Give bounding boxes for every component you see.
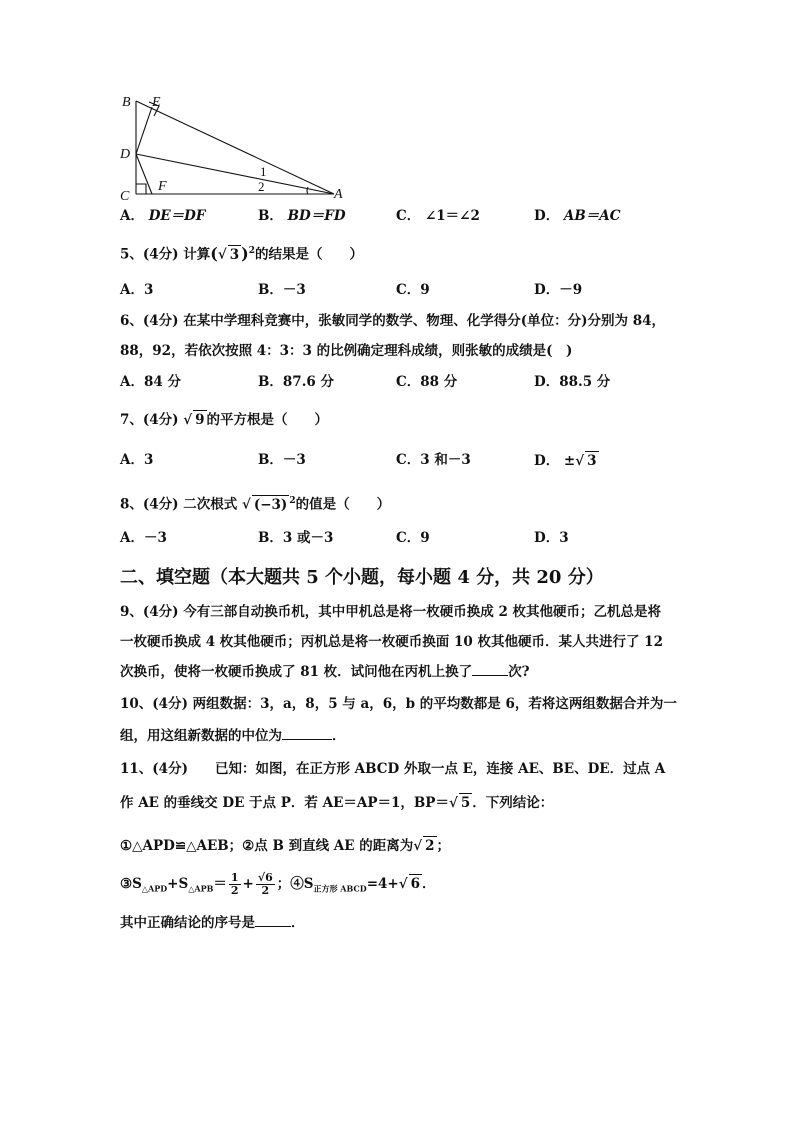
triangle-figure (112, 92, 352, 204)
q7-option-a: A．3 (120, 452, 154, 468)
q4-option-c: C． ∠1＝∠2 (396, 208, 480, 224)
q6-option-d: D．88.5 分 (534, 374, 611, 390)
question-11-last-line: 其中正确结论的序号是 ． (120, 915, 305, 931)
q11-answer-blank (255, 926, 291, 927)
q5-option-c: C．9 (396, 282, 430, 298)
q5-option-b: B．－3 (258, 282, 306, 298)
question-7: 7、(4分) √ 9 的平方根是（ ） (120, 412, 329, 428)
q7-option-d: D． ±√ 3 (534, 453, 597, 469)
question-9-line-1: 9、(4分) 今有三部自动换币机，其中甲机总是将一枚硬币换成 2 枚其他硬币；乙机总是将 (120, 604, 662, 620)
q5-option-a: A．3 (120, 282, 154, 298)
question-5: 5、(4分) 计算(√ 3 )$^2$的结果是（ ） (120, 243, 363, 263)
question-6-line-2: 88，92，若依次按照 4：3：3 的比例确定理科成绩，则张敏的成绩是( ) (120, 343, 573, 359)
label-E: E (152, 95, 161, 110)
label-A: A (334, 187, 343, 202)
label-F: F (158, 179, 167, 194)
label-C: C (120, 189, 130, 204)
question-9-line-2: 一枚硬币换成 4 枚其他硬币；丙机总是将一枚硬币换面 10 枚其他硬币．某人共进行了 12 (120, 634, 663, 650)
q4-option-d: D． AB＝AC (534, 208, 621, 224)
label-D: D (120, 147, 131, 162)
question-10-line-2: 组，用这组新数据的中位为 ． (120, 728, 346, 744)
angle-2-label: 2 (258, 179, 265, 194)
q7-option-c: C．3 和－3 (396, 452, 471, 468)
q8-option-b: B．3 或－3 (258, 530, 334, 546)
q10-answer-blank (282, 739, 332, 740)
q8-option-a: A．－3 (120, 530, 167, 546)
q6-option-c: C．88 分 (396, 374, 458, 390)
label-B: B (122, 95, 131, 110)
question-11-conclusion-1-2: ①△APD≌△AEB；②点 B 到直线 AE 的距离为√ 2 ； (120, 838, 451, 854)
q4-option-b: B． BD＝FD (258, 208, 346, 224)
q6-option-b: B．87.6 分 (258, 374, 334, 390)
question-8: 8、(4分) 二次根式 √ (−3) $^2$的值是（ ） (120, 496, 391, 513)
question-11-line-1: 11、(4分) 已知：如图，在正方形 ABCD 外取一点 E，连接 AE、BE、DE．过点 A (120, 761, 666, 777)
q9-answer-blank (472, 675, 508, 676)
question-9-line-3: 次换币，使将一枚硬币换成了 81 枚．试问他在丙机上换了 次? (120, 664, 530, 680)
question-11-line-2: 作 AE 的垂线交 DE 于点 P．若 AE＝AP＝1，BP＝√ 5 ．下列结论： (120, 795, 554, 811)
section-2-heading: 二、填空题（本大题共 5 个小题，每小题 4 分，共 20 分） (120, 567, 604, 588)
question-10-line-1: 10、(4分) 两组数据：3，a，8，5 与 a，6，b 的平均数都是 6，若将这两组数据合并为一 (120, 696, 677, 712)
q4-option-a: A． DE＝DF (120, 208, 206, 224)
q8-option-c: C．9 (396, 530, 430, 546)
q5-option-d: D．－9 (534, 282, 583, 298)
question-6-line-1: 6、(4分) 在某中学理科竞赛中，张敏同学的数学、物理、化学得分(单位：分)分别为 84， (120, 313, 666, 329)
q6-option-a: A．84 分 (120, 374, 181, 390)
question-11-conclusion-3-4: $③S_{\triangle APD}+S_{\triangle APB}=$ $\frac{1}{2}$ + $\frac{√6}{2}$ ；$④S_{正方形 ABCD}=4+√$ 6 ． (120, 871, 436, 897)
angle-1-label: 1 (260, 164, 267, 179)
q7-option-b: B．－3 (258, 452, 306, 468)
q8-option-d: D．3 (534, 530, 569, 546)
